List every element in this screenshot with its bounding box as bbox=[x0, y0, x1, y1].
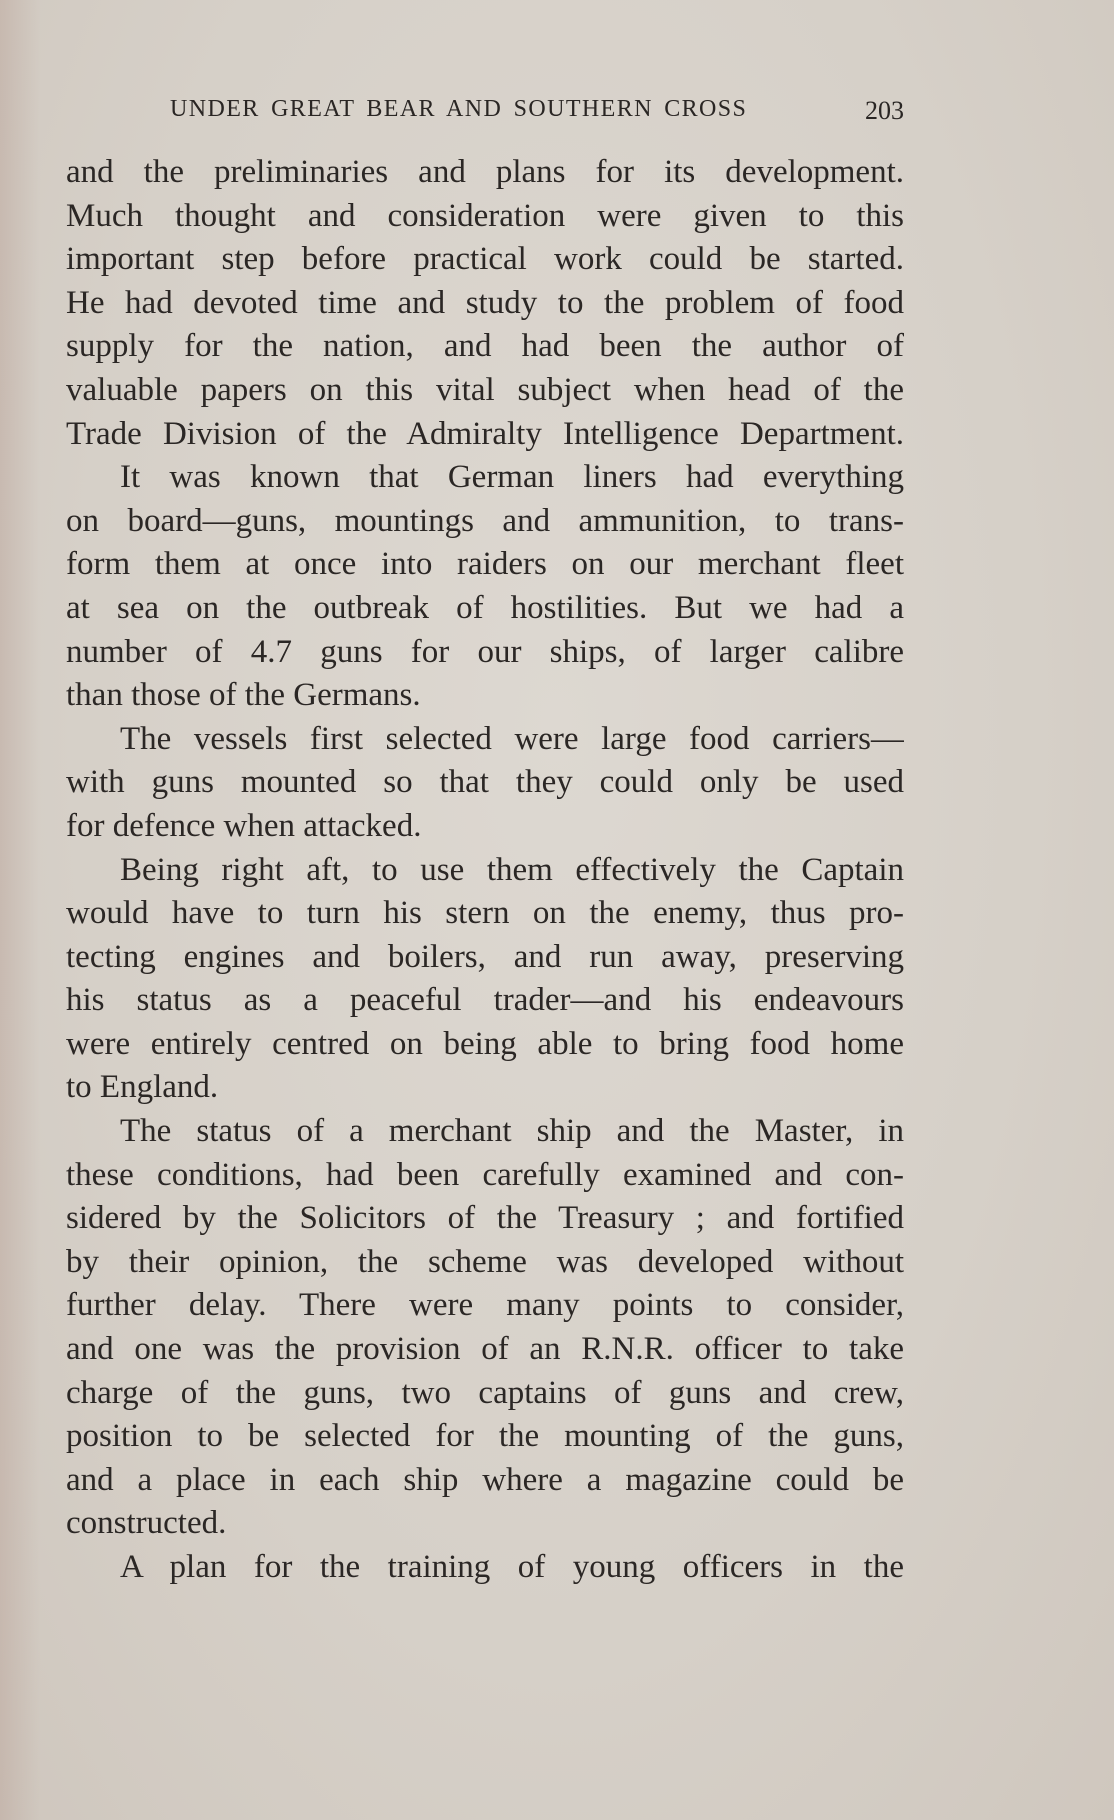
text-line: charge of the guns, two captains of guns and crew, bbox=[66, 1374, 904, 1411]
text-line: The vessels first selected were large food carriers— bbox=[120, 720, 904, 757]
running-title: UNDER GREAT BEAR AND SOUTHERN CROSS bbox=[170, 96, 748, 122]
text-line: and the preliminaries and plans for its development. bbox=[66, 154, 904, 190]
text-line: at sea on the outbreak of hostilities. But we had a bbox=[66, 589, 904, 626]
text-line: A plan for the training of young officers in the bbox=[120, 1549, 904, 1585]
text-line: would have to turn his stern on the enemy, thus pro- bbox=[66, 895, 904, 932]
text-line: Trade Division of the Admiralty Intelligence Department. bbox=[66, 415, 904, 452]
page-number: 203 bbox=[865, 96, 904, 125]
text-line: number of 4.7 guns for our ships, of larger calibre bbox=[66, 633, 904, 670]
text-line: He had devoted time and study to the problem of food bbox=[66, 284, 904, 321]
text-line: further delay. There were many points to consider, bbox=[66, 1287, 904, 1324]
text-line: his status as a peaceful trader—and his endeavours bbox=[66, 982, 904, 1019]
text-line: than those of the Germans. bbox=[66, 677, 421, 714]
text-line: with guns mounted so that they could only be used bbox=[66, 764, 904, 801]
text-line: to England. bbox=[66, 1069, 219, 1106]
text-line: Much thought and consideration were given to this bbox=[66, 197, 904, 234]
text-line: valuable papers on this vital subject when head of the bbox=[66, 371, 904, 408]
text-line: by their opinion, the scheme was developed without bbox=[66, 1243, 904, 1280]
text-line: on board—guns, mountings and ammunition, to trans- bbox=[66, 502, 904, 539]
text-line: for defence when attacked. bbox=[66, 807, 422, 844]
text-line: and one was the provision of an R.N.R. officer to take bbox=[66, 1331, 904, 1368]
text-line: form them at once into raiders on our merchant fleet bbox=[66, 546, 904, 583]
text-line: these conditions, had been carefully examined and con- bbox=[66, 1156, 904, 1193]
text-line: tecting engines and boilers, and run away, preserving bbox=[66, 938, 904, 975]
text-line: supply for the nation, and had been the author of bbox=[66, 328, 904, 365]
text-line: sidered by the Solicitors of the Treasury ; and fortified bbox=[66, 1200, 904, 1237]
body-text bbox=[66, 151, 904, 1590]
text-line: position to be selected for the mounting of the guns, bbox=[66, 1418, 904, 1455]
text-line: The status of a merchant ship and the Master, in bbox=[120, 1113, 904, 1150]
text-line: Being right aft, to use them effectively the Captain bbox=[120, 851, 904, 888]
text-line: important step before practical work could be started. bbox=[66, 241, 904, 278]
text-line: were entirely centred on being able to bring food home bbox=[66, 1025, 904, 1062]
text-line: and a place in each ship where a magazine could be bbox=[66, 1461, 904, 1498]
text-line: constructed. bbox=[66, 1505, 227, 1542]
running-head bbox=[170, 96, 904, 136]
text-line: It was known that German liners had everything bbox=[120, 459, 904, 496]
